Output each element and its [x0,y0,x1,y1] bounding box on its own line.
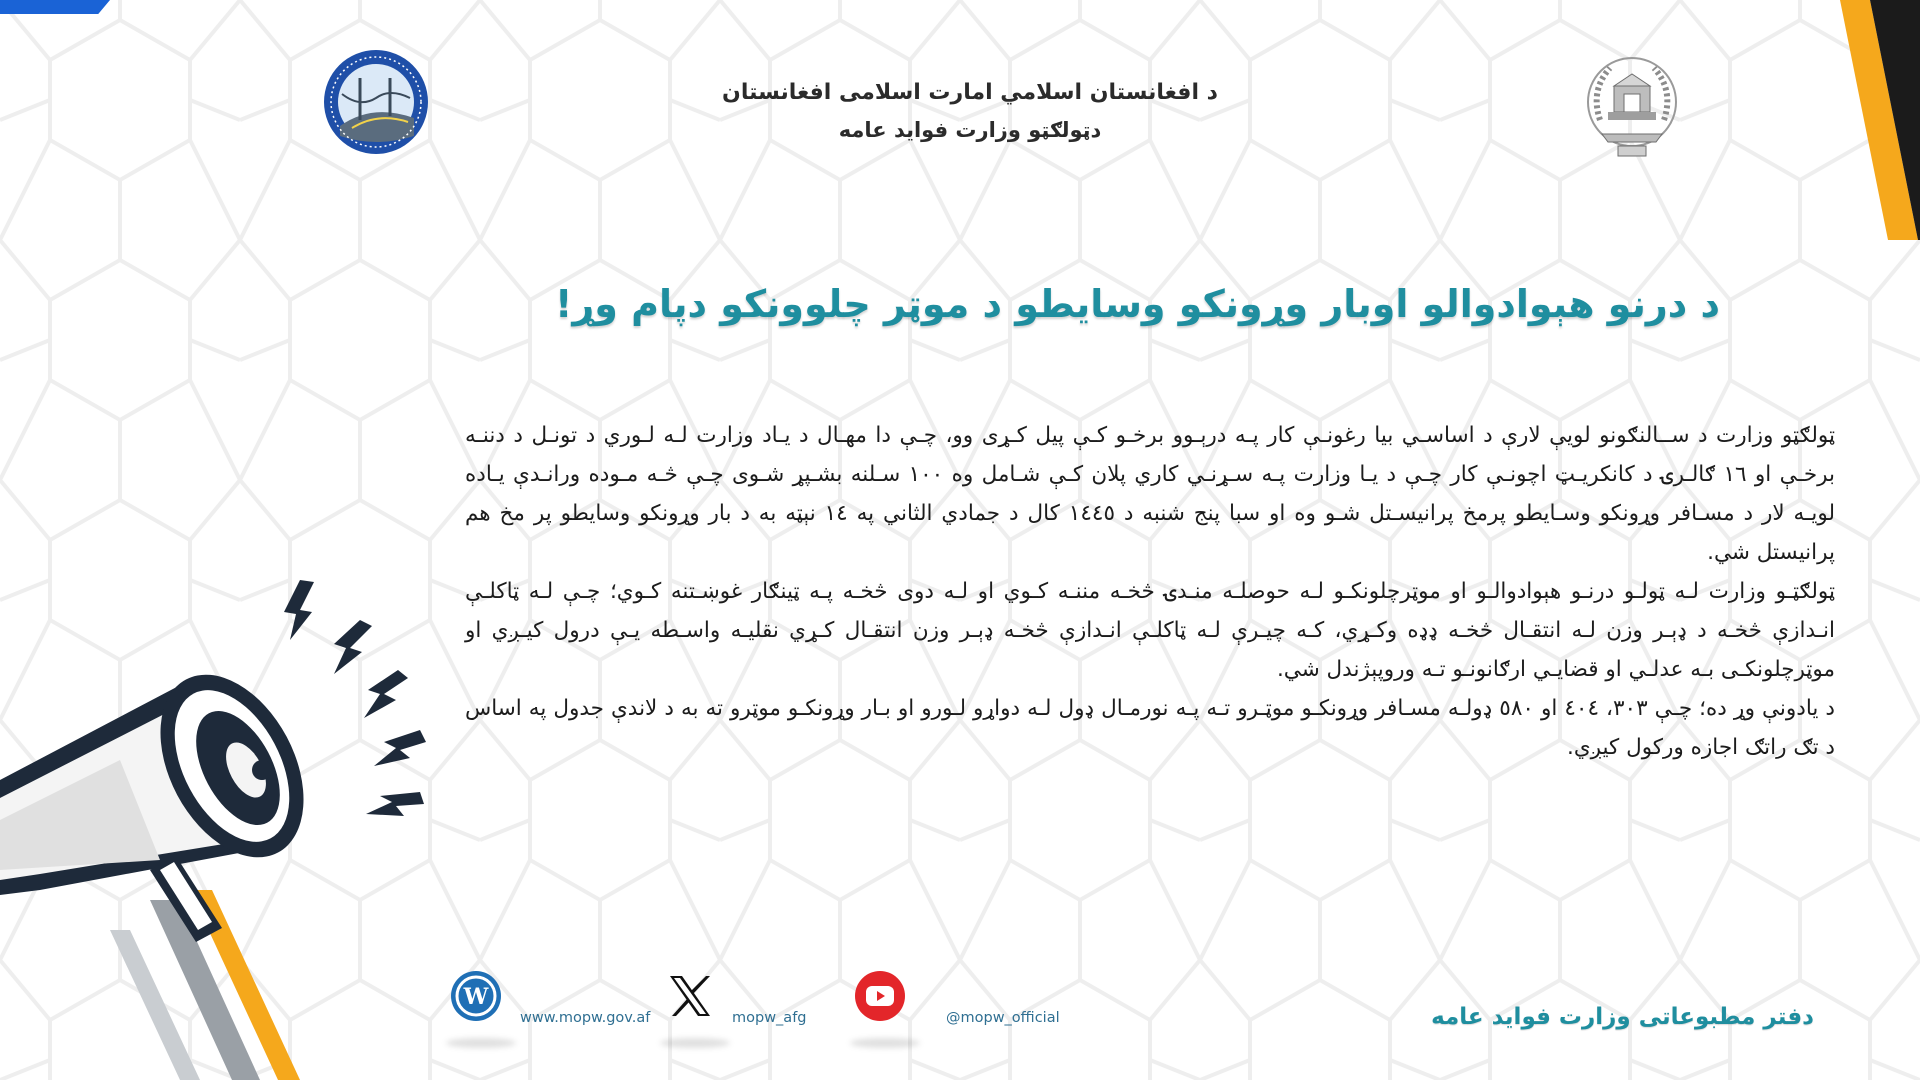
x-icon[interactable] [664,970,716,1022]
youtube-handle-link[interactable]: @mopw_official [946,1010,1060,1026]
header-title-line1: د افغانستان اسلامي امارت اسلامی افغانستان [722,80,1218,105]
icon-shadow [660,1038,730,1048]
body-paragraph-2: ټولګټـو وزارت لـه ټولـو درنـو هېوادوالـو او موټرچلونکـو لـه حوصلـه منـدۍ څخـه مننـه کـوي او لـه دوی څخـه پـه ټينګار غوښـتنه کـوي؛ چـې لـه ټاکلـې انـدازې څخـه د ډېـر وزن لـه انتقـال څخـه ډډه وکـړي، کـه چيـرې لـه ټاکلـې انـدازې څخـه ډېـر وزن انتقـال کـړي نقليـه واسـطه يـې درول کيـږي او موټرچلونکـی بـه عدلـي او قضايـي ارګانونـو تـه وروپېژندل شي. [465,579,1835,682]
announcement-headline: د درنو هېوادوالو اوبار وړونکو وسایطو د موټر چلوونکو دپام وړ! [555,282,1720,326]
ministry-logo [322,48,430,156]
icon-shadow [850,1038,920,1048]
x-handle-link[interactable]: mopw_afg [732,1010,807,1026]
announcement-body [465,416,1835,767]
svg-text:W: W [463,984,489,1010]
website-link[interactable]: www.mopw.gov.af [520,1010,651,1026]
body-paragraph-1: ټولګټو وزارت د ســالنګونو لويې لارې د اساسـي بيا رغونـې کار پـه درېـوو برخـو کـې پيل کـړی وو، چـې دا مهـال د يـاد وزارت لـه لـوري د تونـل د دننـه برخـې او ١٦ ګالـرۍ د کانکريـټ اچونـې کار چـې د يـا وزارت پـه سـړنـي کاري پلان کـې شـامل وه ١٠٠ سـلنه بشـپړ شـوی چـې څـه مـوده ورانـدې يـاده لويـه لار د مسـافر وړونکو وسـايطو پرمخ پرانيسـتل شـو وه او سبا پنج شنبه د ١٤٤٥ کال د جمادي الثاني په ١٤ نېټه به د بار وړونکو وسايطو پر مخ هم پرانيستل شي. [465,423,1836,565]
corner-stripe [1840,0,1920,240]
body-paragraph-3: د يادونې وړ ده؛ چـې ٣٠٣، ٤٠٤ او ٥٨٠ ډولـه مسـافر وړونکـو موټـرو تـه پـه نورمـال ډول لـه دواړو لـورو او بـار وړونکـو موټرو ته به د لاندې جدول په اساس د تګ راتګ اجازه ورکول کيږي. [465,696,1835,760]
footer [0,960,1920,1060]
header-title-line2: دټولګټو وزارت فواید عامه [838,118,1102,142]
icon-shadow [446,1038,516,1048]
wordpress-icon[interactable] [450,970,502,1022]
press-office-label: دفتر مطبوعاتی وزارت فواید عامه [1431,1004,1814,1030]
corner-accent [0,0,110,14]
youtube-icon[interactable] [854,970,906,1022]
emirate-emblem [1580,50,1684,160]
